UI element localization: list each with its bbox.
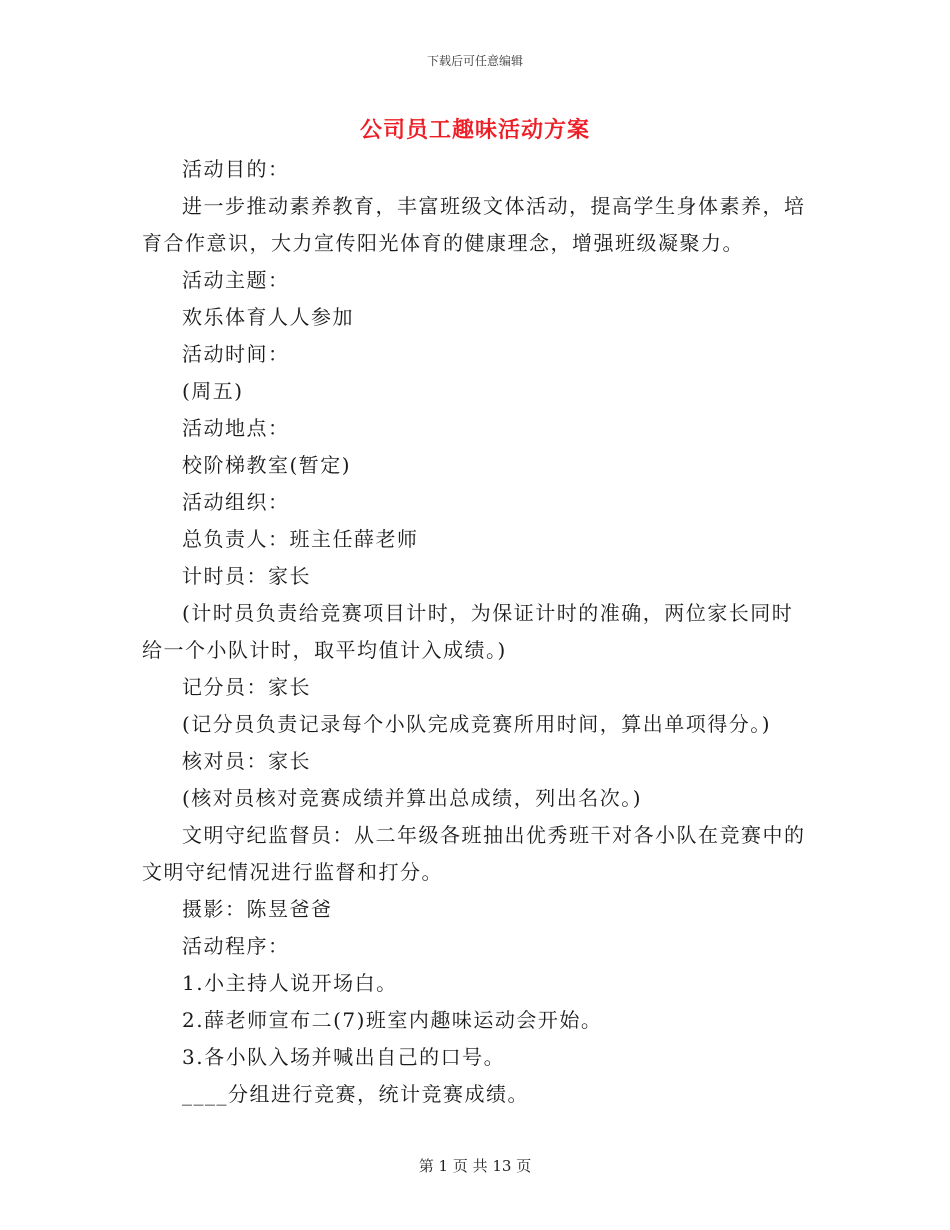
paragraph-supervisor: 文明守纪监督员：从二年级各班抽出优秀班干对各小队在竞赛中的文明守纪情况进行监督和打分。 [142,823,806,884]
paragraph-lead: 总负责人：班主任薛老师 [182,527,419,551]
paragraph-checker: 核对员：家长 [182,749,311,773]
paragraph-scorekeeper-note: (记分员负责记录每个小队完成竞赛所用时间，算出单项得分。) [182,712,772,736]
paragraph-time: (周五) [182,379,244,403]
paragraph-step-2: 2.薛老师宣布二(7)班室内趣味运动会开始。 [182,1008,603,1032]
paragraph-timekeeper: 计时员：家长 [182,564,311,588]
document-body [142,151,814,1113]
paragraph-purpose: 进一步推动素养教育，丰富班级文体活动，提高学生身体素养，培育合作意识，大力宣传阳光体育的健康理念，增强班级凝聚力。 [142,194,806,255]
document-title: 公司员工趣味活动方案 [359,117,590,143]
paragraph-location: 校阶梯教室(暂定) [182,453,352,477]
header-note: 下载后可任意编辑 [426,54,523,68]
paragraph-step-3: 3.各小队入场并喊出自己的口号。 [182,1045,506,1069]
paragraph-step-4: ____分组进行竞赛，统计竞赛成绩。 [182,1082,529,1106]
paragraph-procedure-heading: 活动程序： [182,934,290,958]
paragraph-theme: 欢乐体育人人参加 [182,305,354,329]
paragraph-photography: 摄影：陈昱爸爸 [182,897,333,921]
page-indicator: 第 1 页 共 13 页 [418,1157,532,1175]
paragraph-time-heading: 活动时间： [182,342,290,366]
paragraph-organization-heading: 活动组织： [182,490,290,514]
paragraph-checker-note: (核对员核对竞赛成绩并算出总成绩，列出名次。) [182,786,643,810]
paragraph-purpose-heading: 活动目的： [182,157,290,181]
paragraph-scorekeeper: 记分员：家长 [182,675,311,699]
paragraph-location-heading: 活动地点： [182,416,290,440]
paragraph-timekeeper-note: (计时员负责给竞赛项目计时，为保证计时的准确，两位家长同时给一个小队计时，取平均值计入成绩。) [142,601,794,662]
paragraph-step-1: 1.小主持人说开场白。 [182,971,398,995]
paragraph-theme-heading: 活动主题： [182,268,290,292]
